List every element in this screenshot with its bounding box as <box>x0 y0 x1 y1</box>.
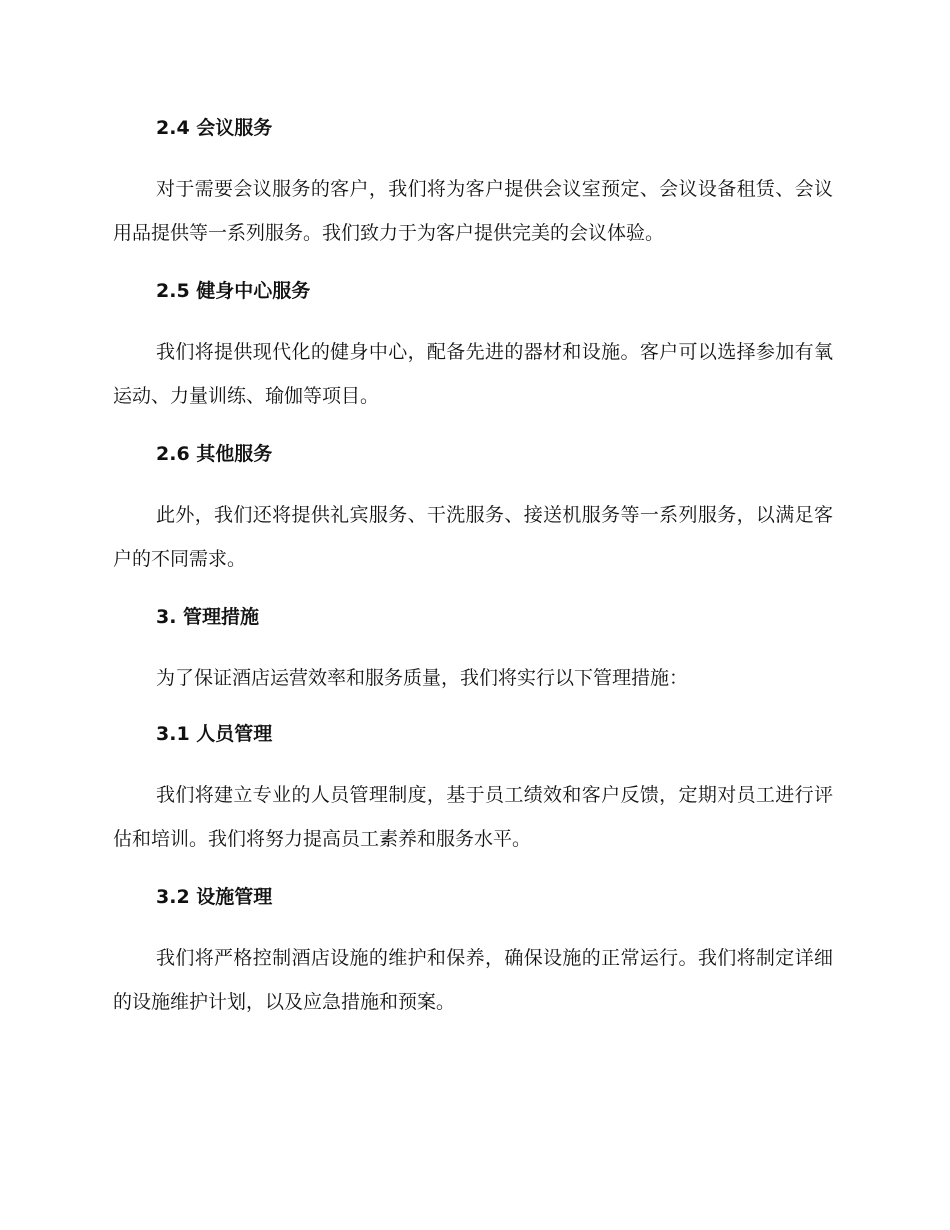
section-heading-3-1: 3.1 人员管理 <box>156 723 273 745</box>
section-paragraph-2-4: 对于需要会议服务的客户，我们将为客户提供会议室预定、会议设备租赁、会议用品提供等一系列服务。我们致力于为客户提供完美的会议体验。 <box>113 178 833 244</box>
section-paragraph-3-1: 我们将建立专业的人员管理制度，基于员工绩效和客户反馈，定期对员工进行评估和培训。我们将努力提高员工素养和服务水平。 <box>113 784 833 850</box>
section-paragraph-3: 为了保证酒店运营效率和服务质量，我们将实行以下管理措施： <box>156 667 689 689</box>
section-heading-2-6: 2.6 其他服务 <box>156 443 273 465</box>
section-paragraph-3-2: 我们将严格控制酒店设施的维护和保养，确保设施的正常运行。我们将制定详细的设施维护计划，以及应急措施和预案。 <box>113 947 833 1013</box>
section-heading-3-2: 3.2 设施管理 <box>156 886 273 908</box>
section-heading-2-4: 2.4 会议服务 <box>156 117 273 139</box>
section-paragraph-2-5: 我们将提供现代化的健身中心，配备先进的器材和设施。客户可以选择参加有氧运动、力量训练、瑜伽等项目。 <box>113 341 833 407</box>
document-body <box>113 108 833 1040</box>
section-heading-3: 3. 管理措施 <box>156 606 260 628</box>
section-heading-2-5: 2.5 健身中心服务 <box>156 280 311 302</box>
section-paragraph-2-6: 此外，我们还将提供礼宾服务、干洗服务、接送机服务等一系列服务，以满足客户的不同需求。 <box>113 504 833 570</box>
